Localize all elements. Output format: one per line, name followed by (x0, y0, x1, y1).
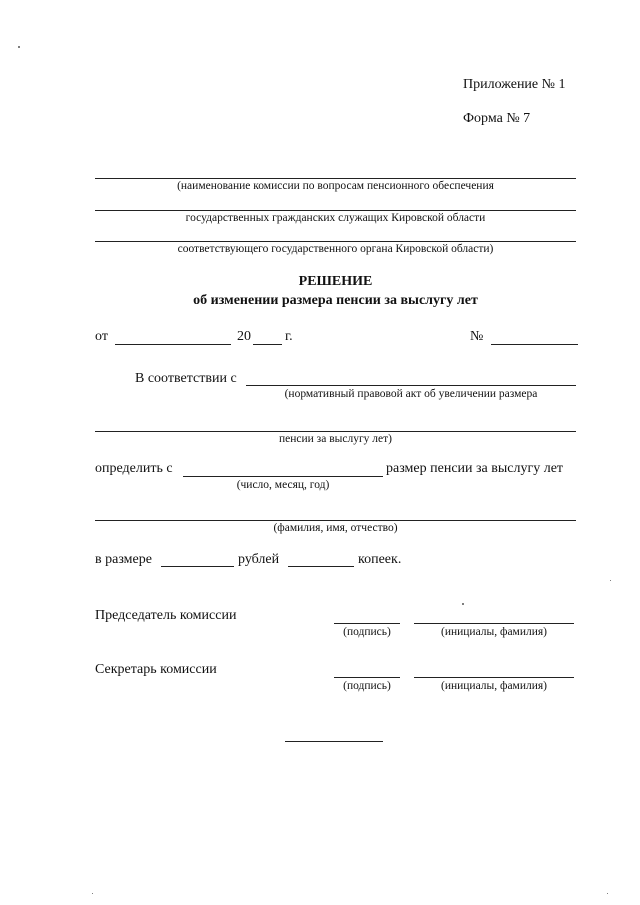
chairman-signature-field (334, 623, 400, 624)
person-caption: (фамилия, имя, отчество) (273, 522, 398, 534)
number-label: № (470, 329, 484, 344)
determine-date-field (183, 476, 383, 477)
amount-rubles-label: рублей (238, 552, 280, 567)
amount-prefix: в размере (95, 552, 152, 567)
chairman-name-field (414, 623, 574, 624)
commission-caption-1: (наименование комиссии по вопросам пенсионного обеспечения (177, 180, 494, 192)
secretary-name-field (414, 677, 574, 678)
chairman-name-caption: (инициалы, фамилия) (440, 626, 548, 638)
basis-caption-1: (нормативный правовой акт об увеличении размера (284, 388, 538, 400)
date-year-field (253, 344, 282, 345)
scan-speck (607, 893, 608, 894)
chairman-signature-caption: (подпись) (343, 626, 391, 638)
basis-field-2 (95, 431, 576, 432)
person-field (95, 520, 576, 521)
secretary-name-caption: (инициалы, фамилия) (440, 680, 548, 692)
commission-line-3 (95, 241, 576, 242)
determine-suffix: размер пенсии за выслугу лет (386, 461, 564, 476)
date-from-label: от (95, 329, 108, 344)
form-label: Форма № 7 (463, 111, 531, 126)
basis-caption-2: пенсии за выслугу лет) (278, 433, 392, 445)
commission-caption-2: государственных гражданских служащих Кировской области (185, 212, 486, 224)
document-title: РЕШЕНИЕ (298, 274, 373, 289)
determine-label: определить с (95, 461, 173, 476)
scan-speck (610, 580, 611, 581)
scan-speck (462, 603, 464, 605)
basis-field-1 (246, 385, 576, 386)
secretary-signature-caption: (подпись) (343, 680, 391, 692)
commission-line-2 (95, 210, 576, 211)
amount-rubles-field (161, 566, 234, 567)
scan-speck (92, 893, 93, 894)
chairman-role: Председатель комиссии (95, 608, 237, 623)
determine-date-caption: (число, месяц, год) (236, 479, 330, 491)
date-year-prefix: 20 (237, 329, 251, 344)
commission-line-1 (95, 178, 576, 179)
closing-separator (285, 741, 383, 742)
document-subtitle: об изменении размера пенсии за выслугу лет (193, 293, 478, 308)
number-field (491, 344, 578, 345)
date-year-suffix: г. (285, 329, 293, 344)
basis-label: В соответствии с (135, 371, 237, 386)
amount-kopecks-field (288, 566, 354, 567)
commission-caption-3: соответствующего государственного органа Кировской области) (177, 243, 494, 255)
secretary-signature-field (334, 677, 400, 678)
secretary-role: Секретарь комиссии (95, 662, 217, 677)
date-day-month-field (115, 344, 231, 345)
appendix-label: Приложение № 1 (463, 77, 566, 92)
scan-speck (18, 46, 20, 48)
amount-kopecks-label: копеек. (358, 552, 402, 567)
